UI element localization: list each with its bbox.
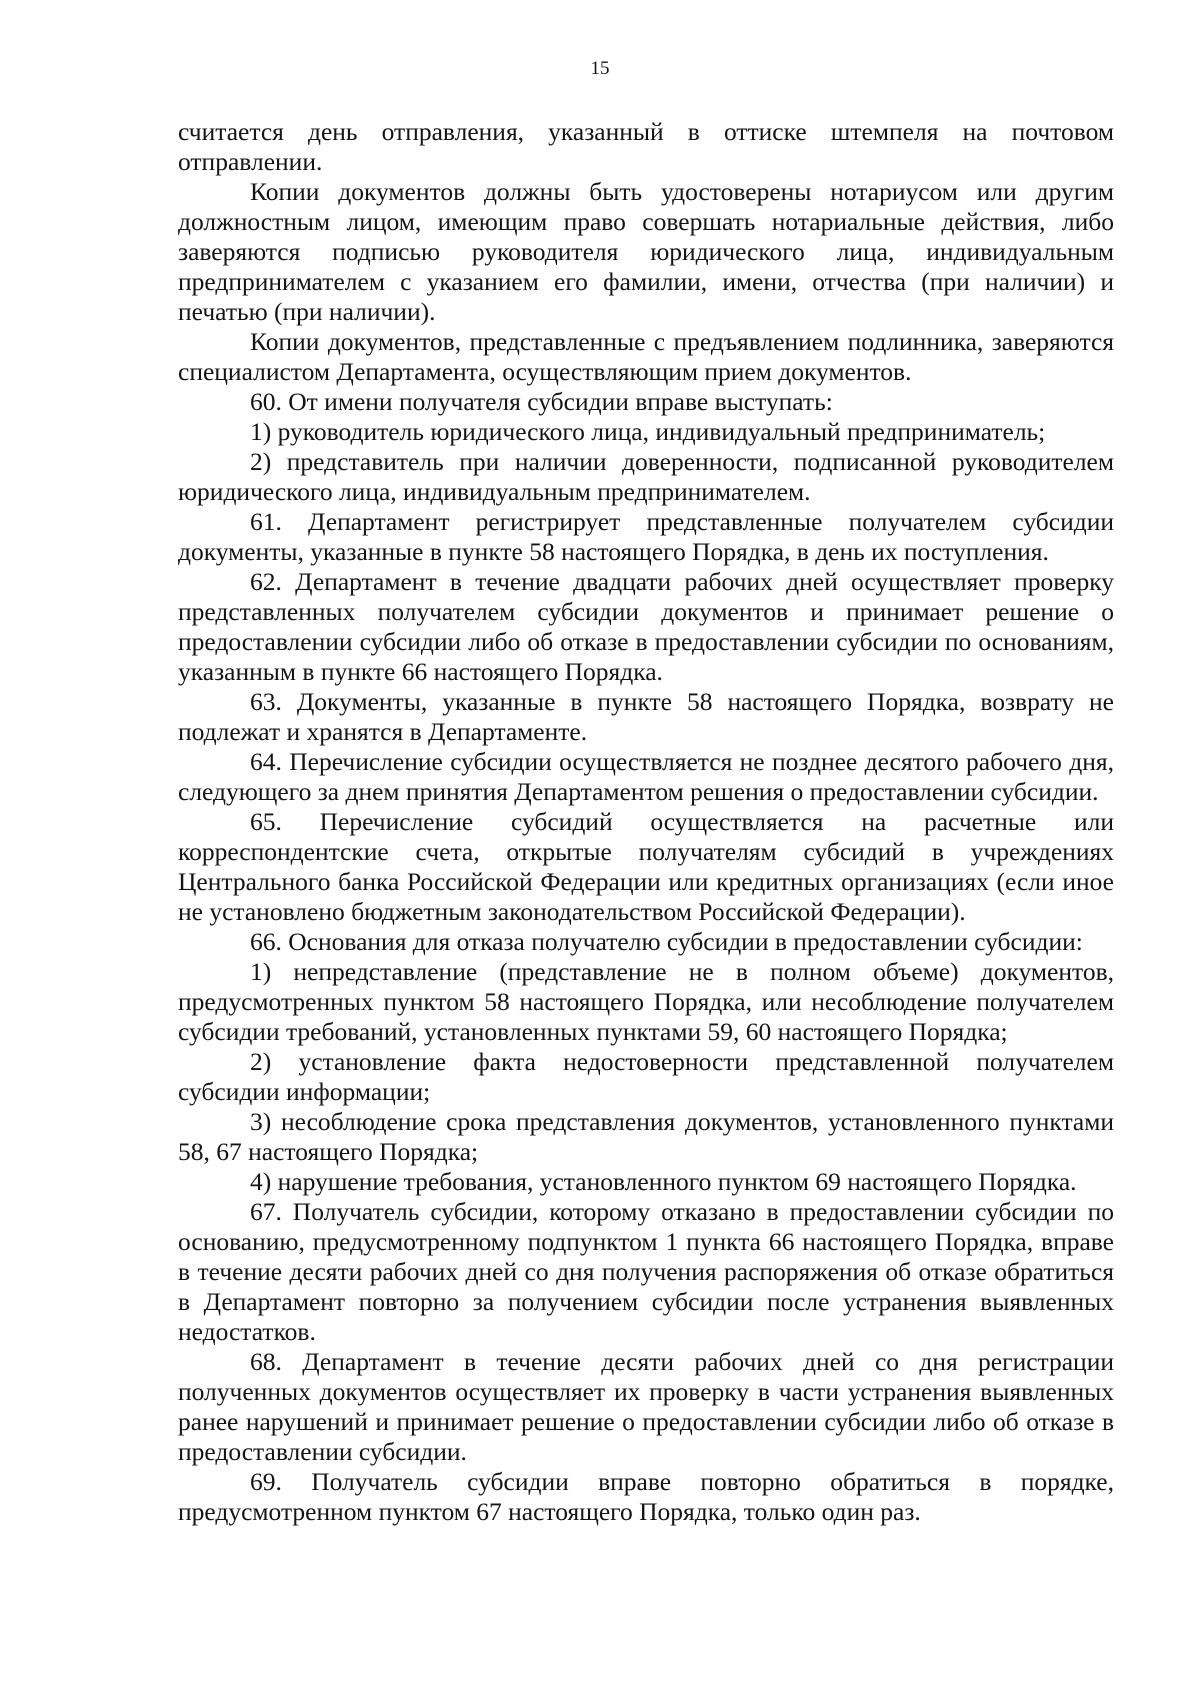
paragraph-66: 66. Основания для отказа получателю субсидии в предоставлении субсидии:	[250, 927, 1083, 956]
paragraph-66-item-4: 4) нарушение требования, установленного пунктом 69 настоящего Порядка.	[250, 1167, 1077, 1196]
paragraph-69: 69. Получатель субсидии вправе повторно обратиться в порядке, предусмотренном пунктом 67 настоящего Порядка, только один раз.	[178, 1467, 1114, 1526]
paragraph-62: 62. Департамент в течение двадцати рабочих дней осуществляет проверку представленных получателем субсидии документов и принимает решение о предоставлении субсидии либо об отказе в предоставлении субсидии по основаниям, указанным в пункте 66 настоящего Порядка.	[178, 567, 1114, 686]
document-body	[178, 117, 1114, 1527]
paragraph-60: 60. От имени получателя субсидии вправе выступать:	[250, 387, 833, 416]
paragraph-66-item-1: 1) непредставление (представление не в полном объеме) документов, предусмотренных пунктом 58 настоящего Порядка, или несоблюдение получателем субсидии требований, установленных пунктами 59, 60 настоящего Порядка;	[178, 957, 1114, 1046]
paragraph-61: 61. Департамент регистрирует представленные получателем субсидии документы, указанные в пункте 58 настоящего Порядка, в день их поступления.	[178, 507, 1114, 566]
paragraph-65: 65. Перечисление субсидий осуществляется на расчетные или корреспондентские счета, открытые получателям субсидий в учреждениях Центрального банка Российской Федерации или кредитных организациях (если иное не установлено бюджетным законодательством Российской Федерации).	[178, 807, 1114, 926]
paragraph-68: 68. Департамент в течение десяти рабочих дней со дня регистрации полученных документов осуществляет их проверку в части устранения выявленных ранее нарушений и принимает решение о предоставлении субсидии либо об отказе в предоставлении субсидии.	[178, 1347, 1114, 1466]
paragraph-copies-with-original: Копии документов, представленные с предъявлением подлинника, заверяются специалистом Департамента, осуществляющим прием документов.	[178, 327, 1114, 386]
paragraph-60-item-2: 2) представитель при наличии доверенности, подписанной руководителем юридического лица, индивидуальным предпринимателем.	[178, 447, 1114, 506]
paragraph-67: 67. Получатель субсидии, которому отказано в предоставлении субсидии по основанию, предусмотренному подпунктом 1 пункта 66 настоящего Порядка, вправе в течение десяти рабочих дней со дня получения распоряжения об отказе обратиться в Департамент повторно за получением субсидии после устранения выявленных недостатков.	[178, 1197, 1114, 1346]
paragraph-66-item-3: 3) несоблюдение срока представления документов, установленного пунктами 58, 67 настоящего Порядка;	[178, 1107, 1114, 1166]
paragraph-copies-certification: Копии документов должны быть удостоверены нотариусом или другим должностным лицом, имеющим право совершать нотариальные действия, либо заверяются подписью руководителя юридического лица, индивидуальным предпринимателем с указанием его фамилии, имени, отчества (при наличии) и печатью (при наличии).	[178, 177, 1114, 326]
paragraph-66-item-2: 2) установление факта недостоверности представленной получателем субсидии информации;	[178, 1047, 1114, 1106]
paragraph-63: 63. Документы, указанные в пункте 58 настоящего Порядка, возврату не подлежат и хранятся в Департаменте.	[178, 687, 1114, 746]
paragraph-64: 64. Перечисление субсидии осуществляется не позднее десятого рабочего дня, следующего за днем принятия Департаментом решения о предоставлении субсидии.	[178, 747, 1114, 806]
paragraph-continuation: считается день отправления, указанный в оттиске штемпеля на почтовом отправлении.	[178, 117, 1114, 176]
paragraph-60-item-1: 1) руководитель юридического лица, индивидуальный предприниматель;	[250, 417, 1046, 446]
page-number: 15	[590, 58, 610, 79]
